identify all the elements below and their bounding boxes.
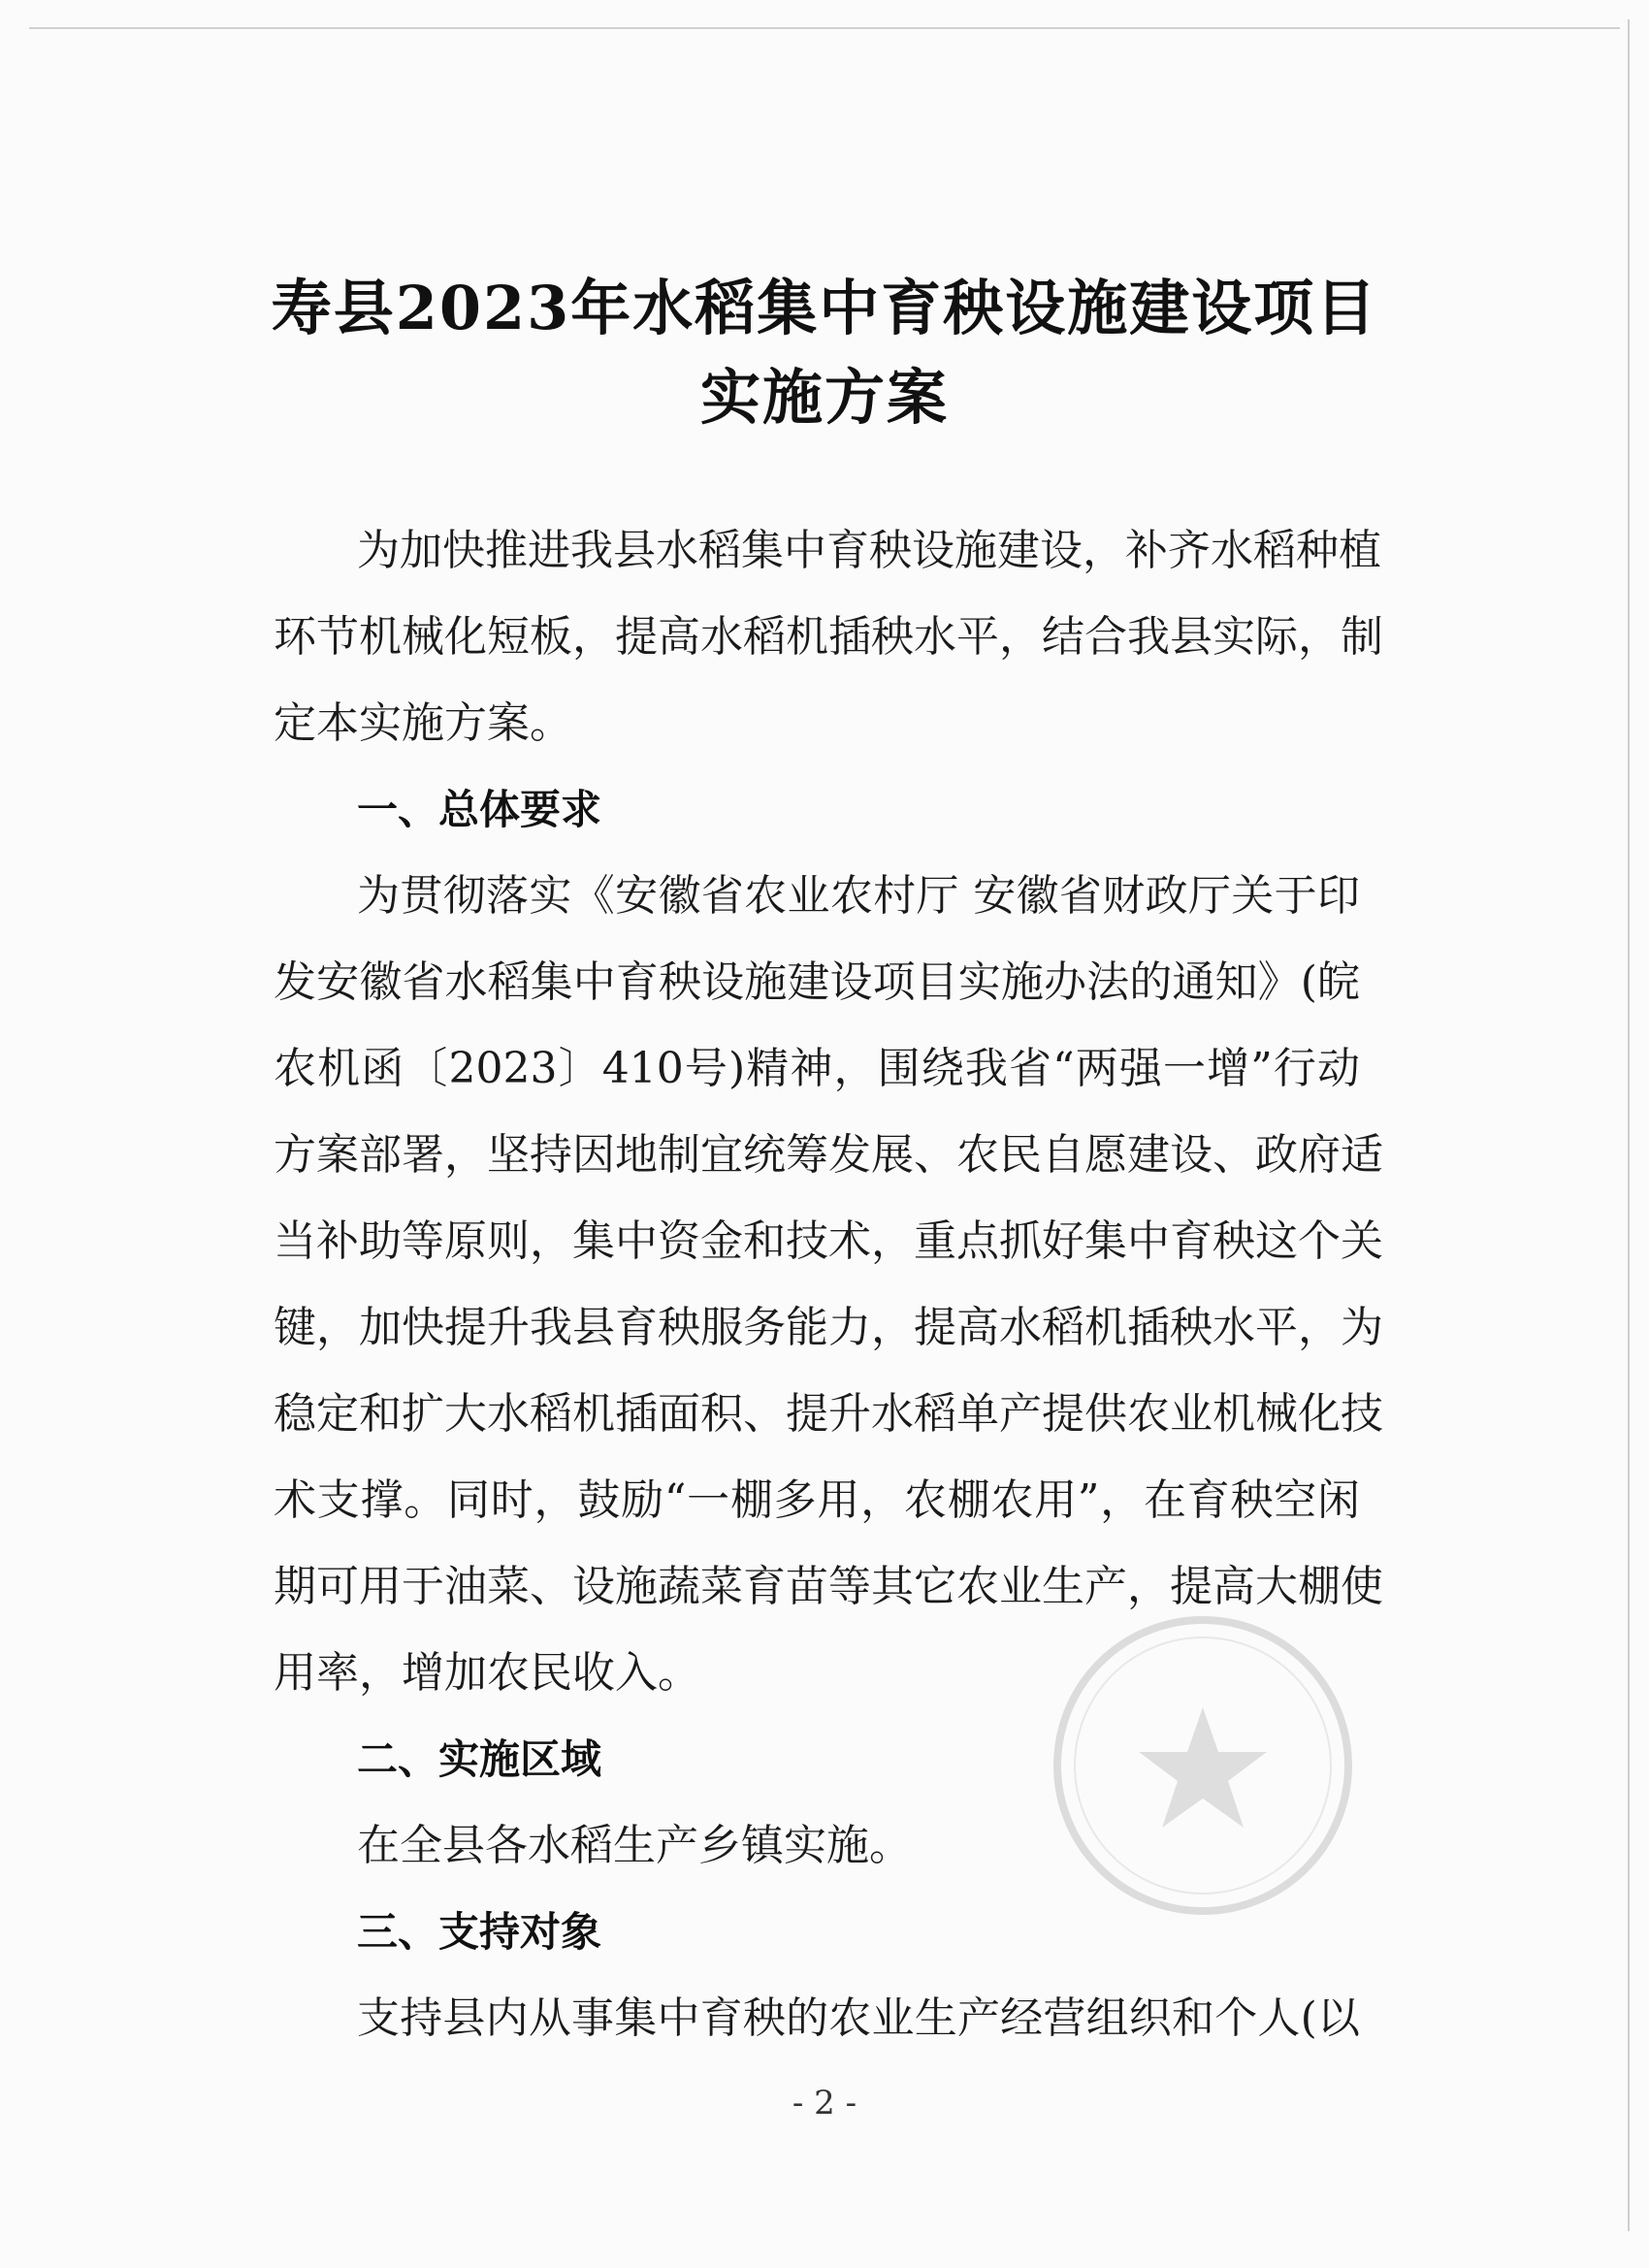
section-3-line-1: 支持县内从事集中育秧的农业生产经营组织和个人(以 (357, 1993, 1360, 2043)
section-1-line-1: 为贯彻落实《安徽省农业农村厅 安徽省财政厅关于印 (357, 871, 1360, 921)
document-title-line-2: 实施方案 (699, 362, 949, 433)
section-heading-2: 二、实施区域 (357, 1735, 602, 1783)
intro-line-2: 环节机械化短板，提高水稻机插秧水平，结合我县实际，制 (274, 612, 1383, 662)
section-1-line-10: 用率，增加农民收入。 (274, 1648, 700, 1698)
document-title-line-1: 寿县2023年水稻集中育秧设施建设项目 (271, 273, 1378, 343)
section-1-line-7: 稳定和扩大水稻机插面积、提升水稻单产提供农业机械化技 (274, 1389, 1383, 1439)
section-1-line-3: 农机函〔2023〕410号)精神，围绕我省“两强一增”行动 (274, 1044, 1360, 1093)
section-1-line-8: 术支撑。同时，鼓励“一棚多用，农棚农用”，在育秧空闲 (274, 1475, 1360, 1525)
section-1-line-5: 当补助等原则，集中资金和技术，重点抓好集中育秧这个关 (274, 1216, 1383, 1266)
section-1-line-6: 键，加快提升我县育秧服务能力，提高水稻机插秧水平，为 (274, 1303, 1383, 1352)
section-heading-1: 一、总体要求 (357, 786, 602, 833)
section-1-line-9: 期可用于油菜、设施蔬菜育苗等其它农业生产，提高大棚使 (274, 1562, 1383, 1611)
section-1-line-4: 方案部署，坚持因地制宜统筹发展、农民自愿建设、政府适 (274, 1130, 1383, 1180)
intro-line-3: 定本实施方案。 (274, 698, 572, 748)
section-heading-3: 三、支持对象 (357, 1908, 602, 1956)
scan-edge-top (29, 27, 1620, 29)
section-1-line-2: 发安徽省水稻集中育秧设施建设项目实施办法的通知》(皖 (274, 957, 1360, 1007)
section-2-line-1: 在全县各水稻生产乡镇实施。 (357, 1821, 912, 1870)
official-seal-icon (1038, 1601, 1368, 1930)
page-number: - 2 - (792, 2084, 857, 2122)
intro-line-1: 为加快推进我县水稻集中育秧设施建设，补齐水稻种植 (357, 526, 1381, 575)
